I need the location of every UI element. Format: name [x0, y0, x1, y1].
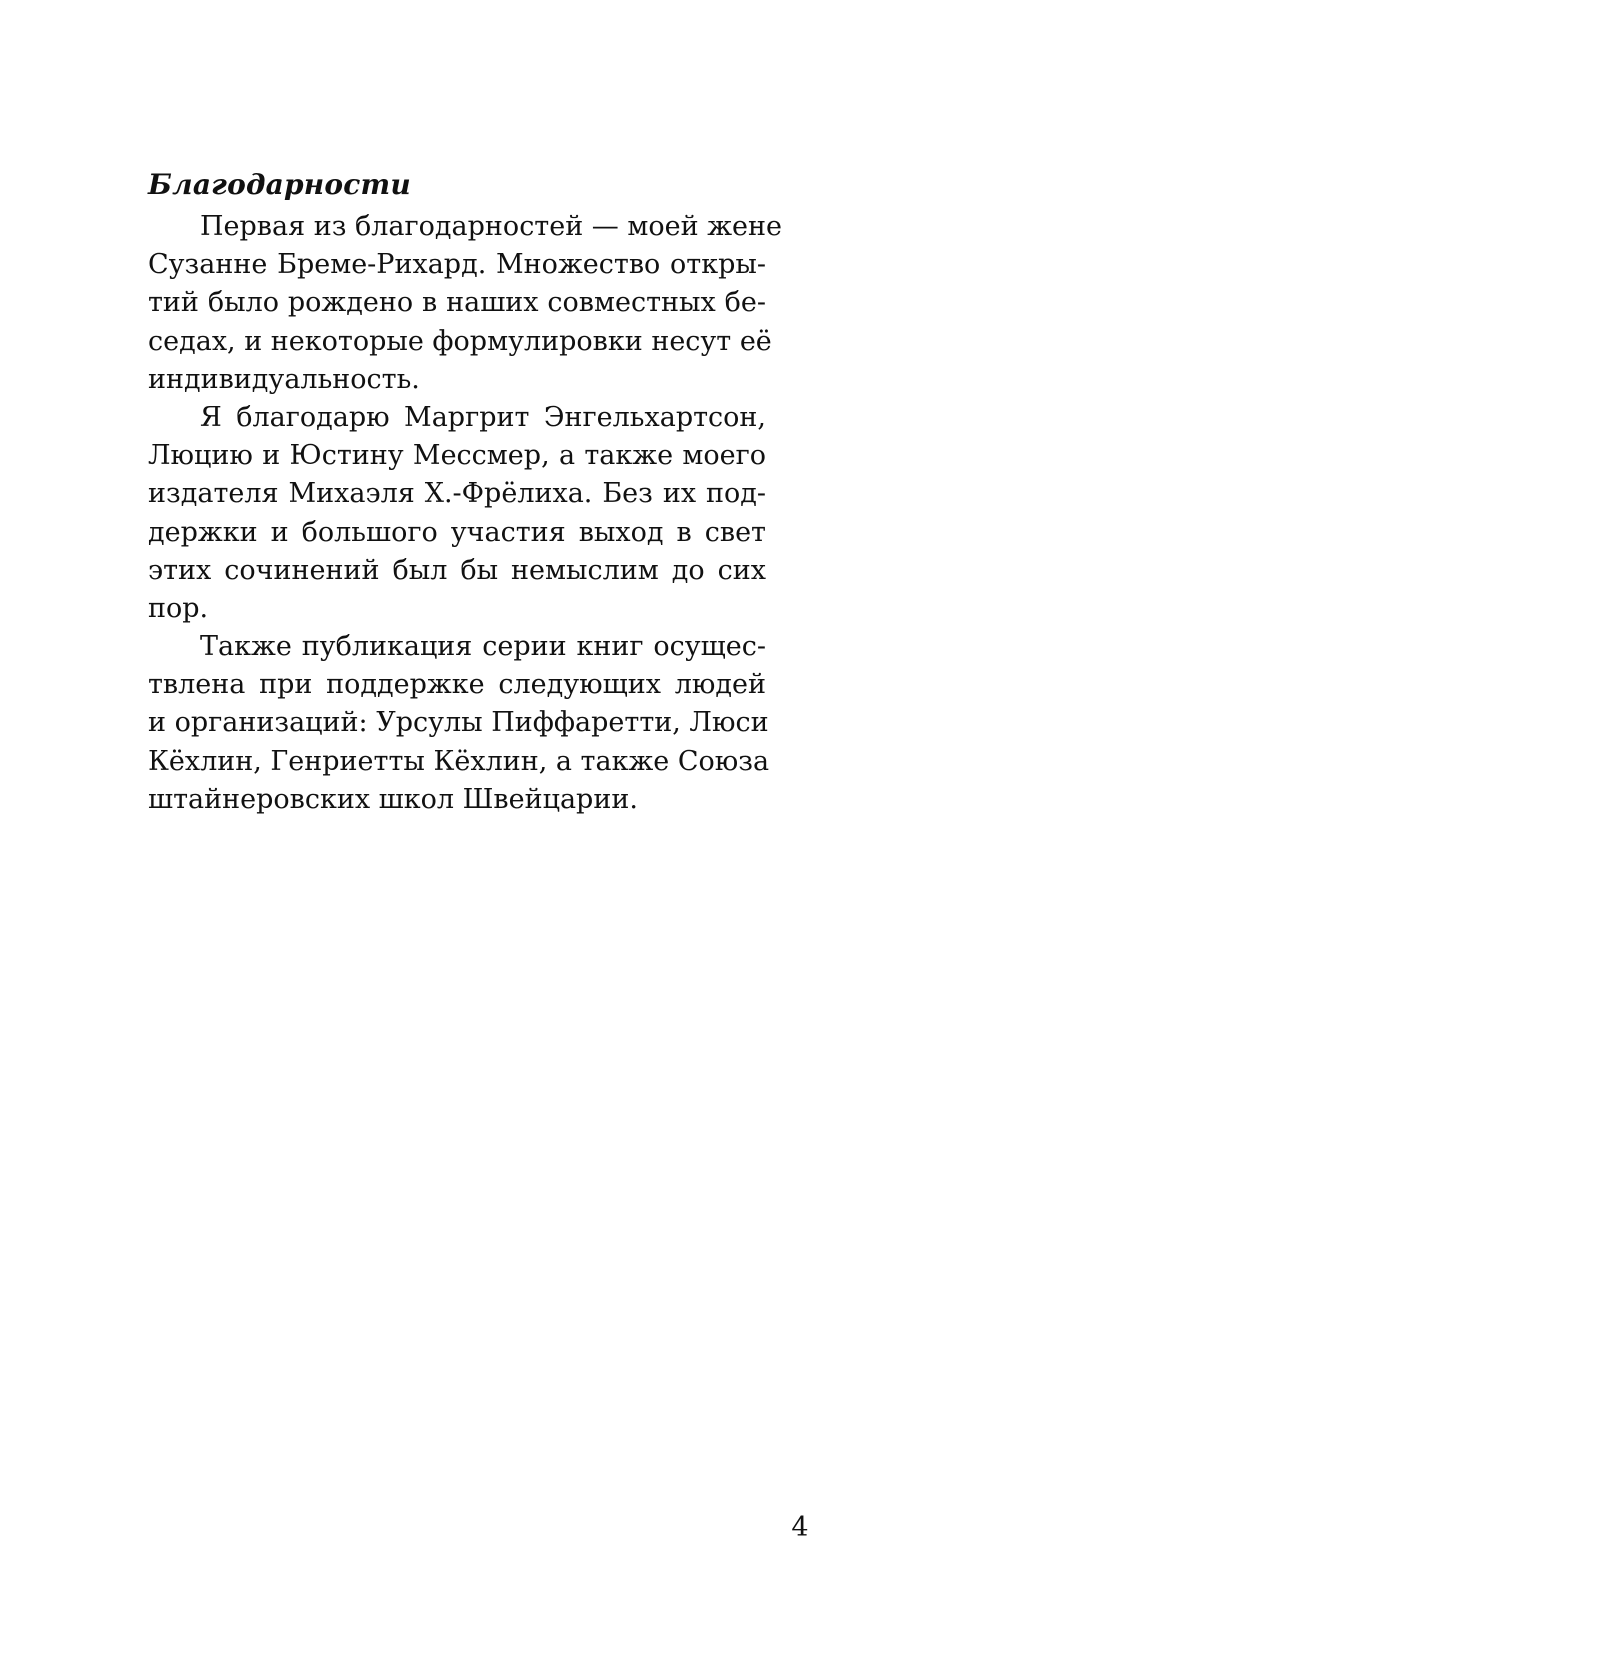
- text-line: тий было рождено в наших совместных бе-: [148, 287, 766, 319]
- text-line: седах, и некоторые формулировки несут её: [148, 325, 772, 357]
- text-line: издателя Михаэля Х.-Фрёлиха. Без их под-: [148, 478, 766, 510]
- text-line: Люцию и Юстину Мессмер, а также моего: [148, 440, 766, 472]
- text-line: штайнеровских школ Швейцарии.: [148, 783, 638, 815]
- paragraph-1: [148, 208, 782, 399]
- page-number: 4: [791, 1512, 809, 1543]
- text-line: держки и большого участия выход в свет: [148, 516, 766, 548]
- text-line: Кёхлин, Генриетты Кёхлин, а также Союза: [148, 745, 770, 777]
- text-line: индивидуальность.: [148, 363, 420, 395]
- text-line: Первая из благодарностей — моей жене: [200, 211, 782, 242]
- acknowledgements-section: [148, 166, 782, 819]
- paragraph-3: [148, 628, 770, 819]
- text-line: пор.: [148, 592, 209, 624]
- text-line: Сузанне Бреме-Рихард. Множество откры-: [148, 249, 766, 281]
- paragraph-2: [148, 399, 766, 628]
- section-heading: Благодарности: [148, 168, 411, 201]
- text-line: Также публикация серии книг осущес-: [200, 631, 766, 663]
- text-line: и организаций: Урсулы Пиффаретти, Люси: [148, 707, 769, 739]
- text-line: твлена при поддержке следующих людей: [148, 669, 766, 701]
- text-line: Я благодарю Маргрит Энгельхартсон,: [200, 401, 766, 433]
- text-line: этих сочинений был бы немыслим до сих: [148, 554, 766, 586]
